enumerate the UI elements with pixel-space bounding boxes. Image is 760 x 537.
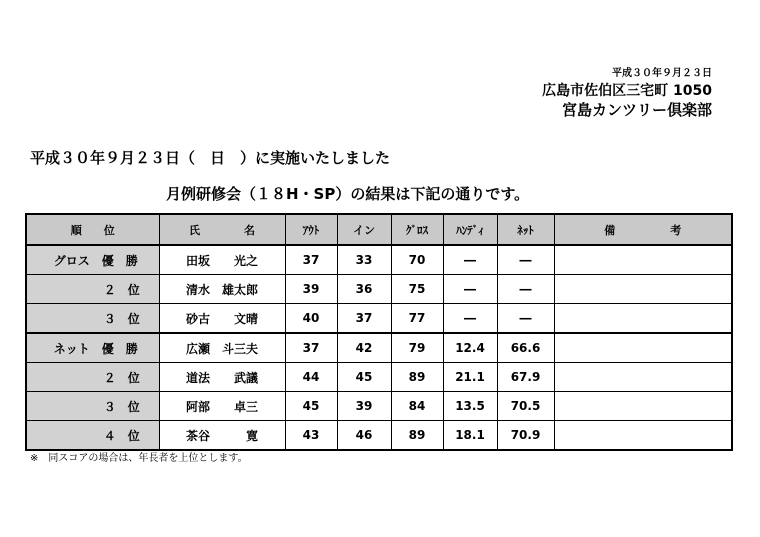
cell-handicap: ―	[443, 304, 497, 334]
cell-rank: ネット 優 勝	[26, 333, 159, 363]
cell-in: 42	[337, 333, 391, 363]
cell-out: 40	[285, 304, 337, 334]
header-in: イン	[337, 214, 391, 245]
cell-handicap: 21.1	[443, 363, 497, 392]
cell-rank: ４ 位	[26, 421, 159, 451]
cell-out: 44	[285, 363, 337, 392]
header-remarks: 備 考	[554, 214, 732, 245]
cell-in: 36	[337, 275, 391, 304]
cell-gross: 89	[391, 421, 443, 451]
table-row	[26, 304, 732, 334]
cell-gross: 89	[391, 363, 443, 392]
header-address: 広島市佐伯区三宅町 1050	[542, 83, 712, 99]
cell-net: ―	[497, 245, 554, 275]
table-row	[26, 245, 732, 275]
footnote: ※ 同スコアの場合は、年長者を上位とします。	[30, 453, 248, 464]
header-handicap: ﾊﾝﾃﾞｨ	[443, 214, 497, 245]
cell-rank: ２ 位	[26, 275, 159, 304]
table-row	[26, 275, 732, 304]
header-date: 平成３０年９月２３日	[612, 68, 712, 79]
cell-gross: 75	[391, 275, 443, 304]
cell-name: 茶谷 寛	[159, 421, 285, 451]
cell-name: 広瀬 斗三夫	[159, 333, 285, 363]
cell-name: 砂古 文晴	[159, 304, 285, 334]
header-rank: 順 位	[26, 214, 159, 245]
intro-line-1: 平成３０年９月２３日（ 日 ）に実施いたしました	[30, 149, 391, 167]
cell-remarks	[554, 421, 732, 451]
cell-remarks	[554, 245, 732, 275]
cell-out: 45	[285, 392, 337, 421]
cell-remarks	[554, 333, 732, 363]
cell-handicap: 13.5	[443, 392, 497, 421]
cell-net: 66.6	[497, 333, 554, 363]
cell-in: 45	[337, 363, 391, 392]
cell-handicap: 18.1	[443, 421, 497, 451]
cell-out: 37	[285, 245, 337, 275]
cell-remarks	[554, 304, 732, 334]
cell-rank: ３ 位	[26, 392, 159, 421]
cell-remarks	[554, 275, 732, 304]
header-gross: ｸﾞﾛｽ	[391, 214, 443, 245]
cell-handicap: ―	[443, 245, 497, 275]
cell-net: 70.9	[497, 421, 554, 451]
table-header-row	[26, 214, 732, 245]
cell-net: 70.5	[497, 392, 554, 421]
cell-gross: 84	[391, 392, 443, 421]
intro-line-2: 月例研修会（１８H・SP）の結果は下記の通りです。	[166, 185, 530, 203]
cell-rank: グロス 優 勝	[26, 245, 159, 275]
cell-name: 清水 雄太郎	[159, 275, 285, 304]
cell-rank: ２ 位	[26, 363, 159, 392]
cell-rank: ３ 位	[26, 304, 159, 334]
header-club-name: 宮島カンツリー倶楽部	[561, 101, 712, 119]
cell-handicap: ―	[443, 275, 497, 304]
cell-handicap: 12.4	[443, 333, 497, 363]
cell-net: ―	[497, 304, 554, 334]
cell-in: 33	[337, 245, 391, 275]
cell-remarks	[554, 392, 732, 421]
cell-gross: 70	[391, 245, 443, 275]
cell-out: 39	[285, 275, 337, 304]
cell-gross: 77	[391, 304, 443, 334]
table-row	[26, 421, 732, 451]
results-table	[25, 213, 733, 451]
cell-in: 37	[337, 304, 391, 334]
cell-out: 37	[285, 333, 337, 363]
table-row	[26, 392, 732, 421]
cell-name: 阿部 卓三	[159, 392, 285, 421]
cell-remarks	[554, 363, 732, 392]
cell-out: 43	[285, 421, 337, 451]
table-row	[26, 363, 732, 392]
table-row	[26, 333, 732, 363]
cell-in: 39	[337, 392, 391, 421]
cell-net: ―	[497, 275, 554, 304]
header-name: 氏 名	[159, 214, 285, 245]
header-out: ｱｳﾄ	[285, 214, 337, 245]
cell-in: 46	[337, 421, 391, 451]
cell-name: 道法 武議	[159, 363, 285, 392]
cell-name: 田坂 光之	[159, 245, 285, 275]
header-net: ﾈｯﾄ	[497, 214, 554, 245]
cell-net: 67.9	[497, 363, 554, 392]
cell-gross: 79	[391, 333, 443, 363]
